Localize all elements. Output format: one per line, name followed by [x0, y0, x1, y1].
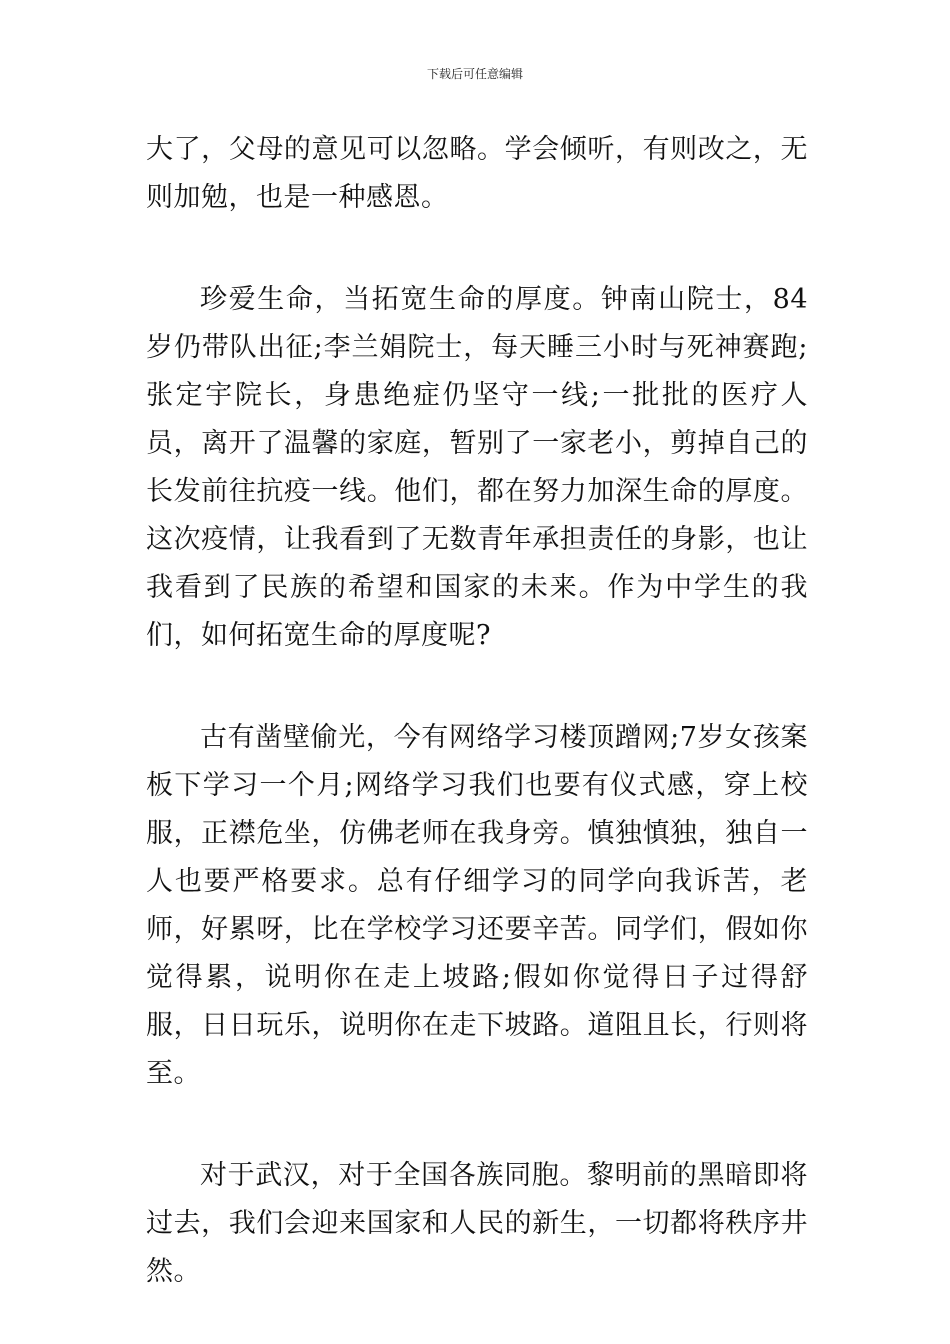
document-body — [146, 126, 808, 1296]
paragraph-gap — [146, 660, 808, 714]
paragraph-gap — [146, 1098, 808, 1152]
paragraph-online-study: 古有凿壁偷光，今有网络学习楼顶蹭网;7岁女孩案板下学习一个月;网络学习我们也要有仪式感，穿上校服，正襟危坐，仿佛老师在我身旁。慎独慎独，独自一人也要严格要求。总有仔细学习的同学向我诉苦，老师，好累呀，比在学校学习还要辛苦。同学们，假如你觉得累，说明你在走上坡路;假如你觉得日子过得舒服，日日玩乐，说明你在走下坡路。道阻且长，行则将至。 — [146, 722, 808, 1089]
paragraph-wuhan: 对于武汉，对于全国各族同胞。黎明前的黑暗即将过去，我们会迎来国家和人民的新生，一切都将秩序井然。 — [146, 1160, 808, 1287]
paragraph-cherish-life: 珍爱生命，当拓宽生命的厚度。钟南山院士，84岁仍带队出征;李兰娟院士，每天睡三小时与死神赛跑;张定宇院长，身患绝症仍坚守一线;一批批的医疗人员，离开了温馨的家庭，暂别了一家老小，剪掉自己的长发前往抗疫一线。他们，都在努力加深生命的厚度。这次疫情，让我看到了无数青年承担责任的身影，也让我看到了民族的希望和国家的未来。作为中学生的我们，如何拓宽生命的厚度呢? — [146, 284, 808, 651]
page-header: 下载后可任意编辑 — [426, 67, 523, 81]
paragraph-continuation: 大了，父母的意见可以忽略。学会倾听，有则改之，无则加勉，也是一种感恩。 — [146, 134, 808, 213]
paragraph-gap — [146, 222, 808, 276]
